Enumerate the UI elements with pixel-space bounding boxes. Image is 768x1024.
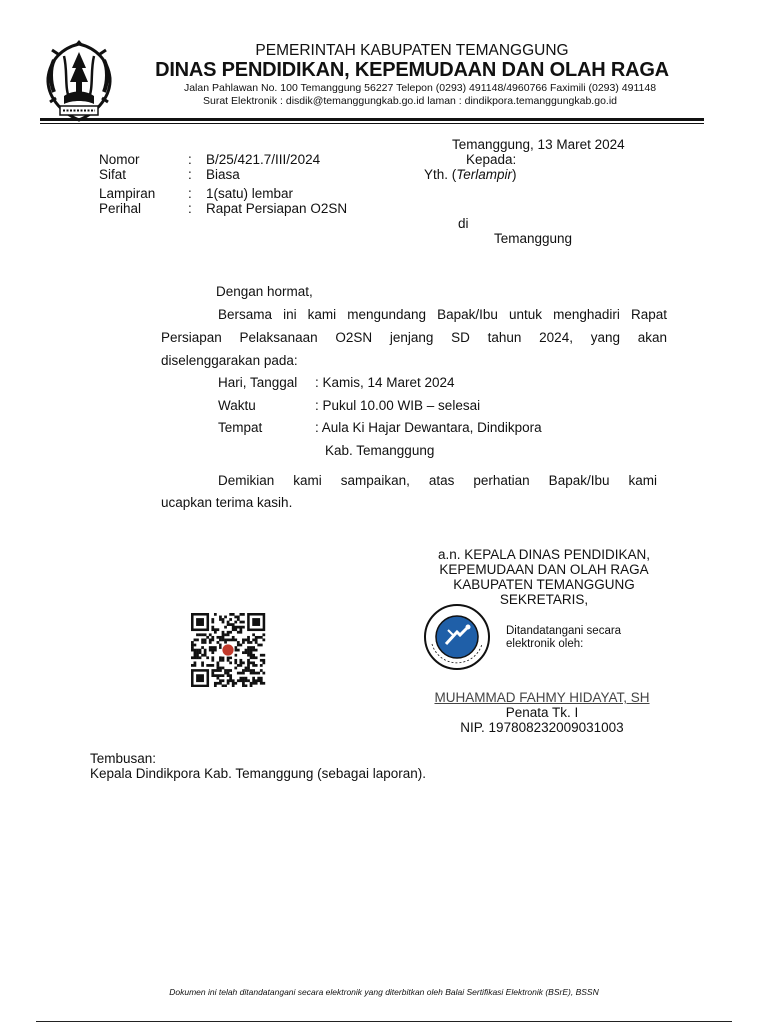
office-address: Jalan Pahlawan No. 100 Temanggung 56227 Telepon (0293) 491148/4960766 Faximili (0293) 491148 xyxy=(183,82,657,94)
paragraph-line: Bersama ini kami mengundang Bapak/Ibu untuk menghadiri Rapat xyxy=(218,307,667,322)
meta-value-lampiran: 1(satu) lembar xyxy=(206,186,294,201)
detail-label-place: Tempat xyxy=(218,420,263,435)
paragraph-line: diselenggarakan pada: xyxy=(161,353,298,368)
footer-note: Dokumen ini telah ditandatangani secara elektronik yang diterbitkan oleh Balai Sertifikasi Elektronik (BSrE), BSSN xyxy=(169,987,599,997)
signatory-nip: NIP. 197808232009031003 xyxy=(460,720,624,735)
government-line: PEMERINTAH KABUPATEN TEMANGGUNG xyxy=(255,42,569,59)
meta-label-lampiran: Lampiran xyxy=(99,186,156,201)
detail-place-continued: Kab. Temanggung xyxy=(325,443,435,458)
letter-date: Temanggung, 13 Maret 2024 xyxy=(452,137,625,152)
letterhead-rule-thick xyxy=(40,118,704,121)
signature-title-line: a.n. KEPALA DINAS PENDIDIKAN, xyxy=(437,547,651,562)
qr-code xyxy=(186,613,270,687)
signatory-name: MUHAMMAD FAHMY HIDAYAT, SH xyxy=(434,690,650,705)
regency-emblem-logo xyxy=(42,38,116,124)
official-seal-stamp xyxy=(420,604,494,670)
signatory-rank: Penata Tk. I xyxy=(505,705,579,720)
meta-colon: : xyxy=(188,167,192,182)
esign-label: elektronik oleh: xyxy=(506,638,584,650)
letterhead-rule-thin xyxy=(40,123,704,124)
meta-label-perihal: Perihal xyxy=(99,201,142,216)
cc-item: Kepala Dindikpora Kab. Temanggung (sebagai laporan). xyxy=(90,766,426,781)
recipient-di: di xyxy=(458,216,469,231)
paragraph-line: Persiapan Pelaksanaan O2SN jenjang SD tahun 2024, yang akan xyxy=(161,330,667,345)
recipient-kepada: Kepada: xyxy=(466,152,517,167)
signature-title-line: SEKRETARIS, xyxy=(499,592,589,607)
footer-rule xyxy=(36,1021,732,1022)
meta-colon: : xyxy=(188,186,192,201)
detail-label-time: Waktu xyxy=(218,398,256,413)
meta-colon: : xyxy=(188,201,192,216)
greeting: Dengan hormat, xyxy=(216,284,313,299)
recipient-yth: Yth. (Terlampir) xyxy=(424,167,517,182)
closing-line: ucapkan terima kasih. xyxy=(161,495,293,510)
office-contact: Surat Elektronik : disdik@temanggungkab.go.id laman : dindikpora.temanggungkab.go.id xyxy=(203,95,617,107)
detail-value-date: : Kamis, 14 Maret 2024 xyxy=(315,375,455,390)
office-name: DINAS PENDIDIKAN, KEPEMUDAAN DAN OLAH RAGA xyxy=(155,59,669,81)
detail-label-date: Hari, Tanggal xyxy=(218,375,298,390)
signature-title-line: KABUPATEN TEMANGGUNG xyxy=(453,577,635,592)
closing-line: Demikian kami sampaikan, atas perhatian Bapak/Ibu kami xyxy=(218,473,657,488)
meta-value-nomor: B/25/421.7/III/2024 xyxy=(206,152,321,167)
recipient-city: Temanggung xyxy=(494,231,573,246)
detail-value-time: : Pukul 10.00 WIB – selesai xyxy=(315,398,481,413)
cc-title: Tembusan: xyxy=(90,751,157,766)
meta-value-sifat: Biasa xyxy=(206,167,240,182)
meta-colon: : xyxy=(188,152,192,167)
signature-title-line: KEPEMUDAAN DAN OLAH RAGA xyxy=(439,562,649,577)
detail-value-place: : Aula Ki Hajar Dewantara, Dindikpora xyxy=(315,420,542,435)
meta-label-sifat: Sifat xyxy=(99,167,127,182)
esign-label: Ditandatangani secara xyxy=(506,625,622,637)
meta-label-nomor: Nomor xyxy=(99,152,140,167)
meta-value-perihal: Rapat Persiapan O2SN xyxy=(206,201,348,216)
